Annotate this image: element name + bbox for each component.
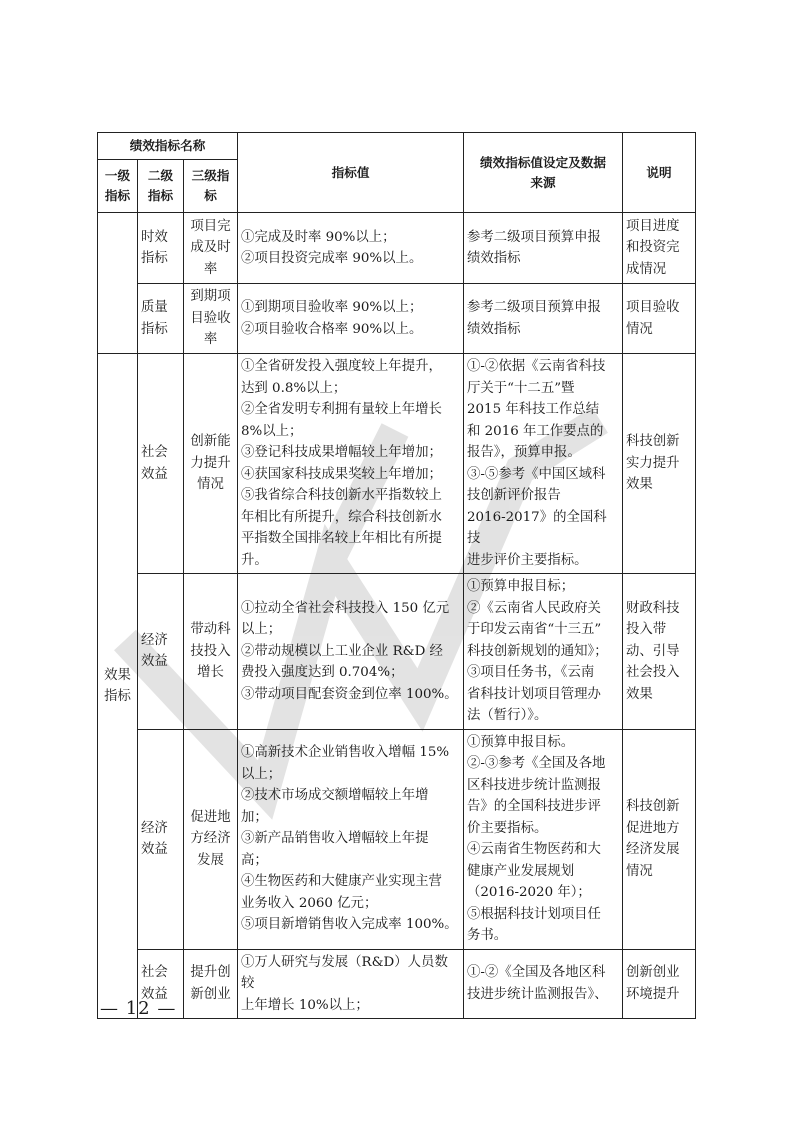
header-indicator-value: 指标值 [238,133,464,213]
cell-level2: 社会 效益 [138,949,184,1019]
cell-note: 创新创业 环境提升 [623,949,696,1019]
cell-level3: 提升创 新创业 [184,949,238,1019]
header-indicator-name-group: 绩效指标名称 [98,133,238,160]
cell-level1 [98,213,138,354]
header-level3: 三级指 标 [184,160,238,213]
cell-value: ①到期项目验收率 90%以上； ②项目验收合格率 90%以上。 [238,284,464,354]
header-value-source: 绩效指标值设定及数据 来源 [464,133,623,213]
table-row [98,354,696,574]
cell-level2: 时效 指标 [138,213,184,284]
cell-value: ①全省研发投入强度较上年提升， 达到 0.8%以上； ②全省发明专利拥有量较上年增长 8%以上； ③登记科技成果增幅较上年增加； ④获国家科技成果奖较上年增加； ⑤我省综合科技创新水平指数较上 年相比有所提升，综合科技创新水 平指数全国排名较上年相比有所提 升。 [238,354,464,574]
cell-source: ①预算申报目标。 ②-③参考《全国及各地 区科技进步统计监测报 告》的全国科技进步评 价主要指标。 ④云南省生物医药和大 健康产业发展规划 （2016-2020 年）； ⑤根据科技计划项目任 务书。 [464,729,623,949]
cell-source: 参考二级项目预算申报 绩效指标 [464,213,623,284]
header-note: 说明 [623,133,696,213]
cell-value: ①万人研究与发展（R&D）人员数较 上年增长 10%以上； [238,949,464,1019]
cell-value: ①高新技术企业销售收入增幅 15% 以上； ②技术市场成交额增幅较上年增 加； ③新产品销售收入增幅较上年提 高； ④生物医药和大健康产业实现主营 业务收入 2060 亿元； ⑤项目新增销售收入完成率 100%。 [238,729,464,949]
cell-level2: 经济 效益 [138,574,184,730]
cell-note: 科技创新 促进地方 经济发展 情况 [623,729,696,949]
cell-level3: 带动科 技投入 增长 [184,574,238,730]
cell-level3: 到期项 目验收 率 [184,284,238,354]
page-number: — 12 — [100,998,177,1019]
cell-level2: 质量 指标 [138,284,184,354]
table-row [98,284,696,354]
performance-indicator-table [97,132,696,1019]
cell-note: 项目验收 情况 [623,284,696,354]
cell-note: 项目进度 和投资完 成情况 [623,213,696,284]
header-level1: 一级 指标 [98,160,138,213]
table-row [98,729,696,949]
cell-value: ①完成及时率 90%以上； ②项目投资完成率 90%以上。 [238,213,464,284]
cell-source: ①-②《全国及各地区科 技进步统计监测报告》、 [464,949,623,1019]
cell-note: 财政科技 投入带 动、引导 社会投入 效果 [623,574,696,730]
cell-level3: 创新能 力提升 情况 [184,354,238,574]
table-row [98,949,696,1019]
cell-source: ①-②依据《云南省科技 厅关于“十二五”暨 2015 年科技工作总结 和 2016 年工作要点的 报告》，预算申报。 ③-⑤参考《中国区域科 技创新评价报告 2016-2017》的全国科技 进步评价主要指标。 [464,354,623,574]
cell-note: 科技创新 实力提升 效果 [623,354,696,574]
cell-level3: 促进地 方经济 发展 [184,729,238,949]
cell-level2: 社会 效益 [138,354,184,574]
cell-level2: 经济 效益 [138,729,184,949]
table-row [98,213,696,284]
cell-level3: 项目完 成及时 率 [184,213,238,284]
cell-level1: 效果 指标 [98,354,138,1019]
cell-value: ①拉动全省社会科技投入 150 亿元 以上； ②带动规模以上工业企业 R&D 经 费投入强度达到 0.704%； ③带动项目配套资金到位率 100%。 [238,574,464,730]
header-level2: 二级 指标 [138,160,184,213]
cell-source: ①预算申报目标； ②《云南省人民政府关 于印发云南省“十三五” 科技创新规划的通知》； ③项目任务书，《云南 省科技计划项目管理办 法（暂行）》。 [464,574,623,730]
cell-source: 参考二级项目预算申报 绩效指标 [464,284,623,354]
table-row [98,574,696,730]
